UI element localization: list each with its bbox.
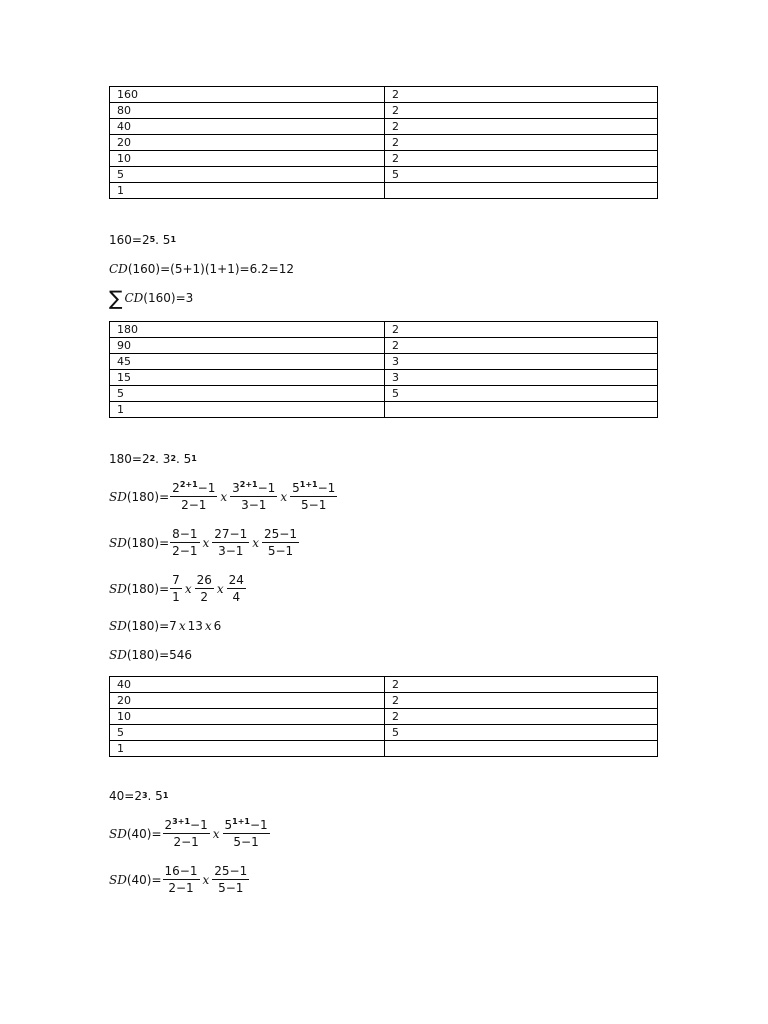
numerator: 8−1 — [172, 527, 198, 541]
table-row — [110, 119, 658, 135]
denominator: 5−1 — [301, 498, 327, 512]
eq-text: (40)= — [126, 826, 162, 841]
number-cell: 1 — [110, 741, 385, 757]
eq-text: (160)=3 — [143, 291, 194, 305]
divisor-cell: 3 — [385, 370, 658, 386]
table-row — [110, 402, 658, 418]
denominator: 5−1 — [267, 544, 294, 558]
function-name: SD — [109, 581, 127, 596]
table-row — [110, 151, 658, 167]
divisor-cell: 5 — [385, 386, 658, 402]
function-name: CD — [124, 291, 144, 305]
fraction — [170, 573, 182, 604]
factorization-160: 160=2 5 . 5 1 — [109, 233, 177, 247]
divisor-cell: 5 — [385, 167, 658, 183]
number-cell: 45 — [110, 354, 385, 370]
sum-divisors-40-step2 — [109, 864, 250, 895]
eq-text: . 5 — [176, 452, 192, 466]
times-symbol: x — [212, 826, 220, 841]
times-symbol: x — [280, 489, 288, 504]
number-cell: 20 — [110, 135, 385, 151]
table-row — [110, 183, 658, 199]
divisor-cell: 2 — [385, 135, 658, 151]
numerator: 24 — [228, 573, 244, 587]
times-symbol: x — [202, 535, 210, 550]
fraction — [212, 864, 249, 895]
divisor-cell: 2 — [385, 677, 658, 693]
function-name: CD — [109, 262, 128, 276]
number-cell: 90 — [110, 338, 385, 354]
exponent: 2+1 — [239, 480, 258, 489]
number-cell: 5 — [110, 167, 385, 183]
divisor-cell: 2 — [385, 119, 658, 135]
numerator: 7 — [172, 573, 180, 587]
fraction — [230, 481, 277, 512]
exponent: 3+1 — [172, 817, 191, 826]
denominator: 4 — [232, 590, 241, 604]
number-cell: 5 — [110, 386, 385, 402]
fraction — [195, 573, 214, 604]
numerator: 25−1 — [264, 527, 297, 541]
numerator-base: 2 — [172, 481, 180, 495]
eq-text: 40=2 — [109, 789, 142, 803]
function-name: SD — [109, 619, 127, 633]
times-symbol: x — [252, 535, 260, 550]
denominator: 2−1 — [172, 544, 198, 558]
table-row — [110, 709, 658, 725]
numerator: 27−1 — [214, 527, 248, 541]
denominator: 5−1 — [218, 881, 244, 895]
table-row — [110, 87, 658, 103]
numerator-tail: −1 — [317, 481, 336, 495]
fraction — [227, 573, 246, 604]
eq-text: (180)=7 — [126, 619, 177, 633]
numerator-base: 3 — [232, 481, 240, 495]
divisor-cell: 2 — [385, 338, 658, 354]
numerator-base: 5 — [224, 818, 233, 832]
numerator-base: 5 — [292, 481, 300, 495]
divisor-cell: 2 — [385, 103, 658, 119]
denominator: 2−1 — [181, 498, 207, 512]
factor-table-180 — [109, 321, 658, 418]
number-cell: 10 — [110, 709, 385, 725]
number-cell: 5 — [110, 725, 385, 741]
eq-text: . 5 — [155, 233, 171, 247]
divisor-cell: 3 — [385, 354, 658, 370]
divisor-cell: 2 — [385, 693, 658, 709]
function-name: SD — [109, 535, 127, 550]
numerator: 26 — [196, 573, 212, 587]
times-symbol: x — [204, 619, 212, 633]
denominator: 2 — [200, 590, 209, 604]
number-cell: 1 — [110, 402, 385, 418]
eq-text: 180=2 — [109, 452, 150, 466]
eq-text: (180)= — [126, 581, 170, 596]
divisor-count-160 — [109, 262, 294, 276]
exponent: 1+1 — [232, 817, 250, 826]
denominator: 3−1 — [218, 544, 244, 558]
table-row — [110, 167, 658, 183]
fraction — [163, 864, 200, 895]
factor-table-40 — [109, 676, 658, 757]
divisor-cell: 2 — [385, 87, 658, 103]
sum-divisors-180-step4 — [109, 619, 221, 633]
exponent: 2+1 — [179, 480, 198, 489]
sigma-symbol: ∑ — [109, 286, 123, 310]
numerator-tail: −1 — [257, 481, 276, 495]
denominator: 2−1 — [173, 835, 199, 849]
number-cell: 160 — [110, 87, 385, 103]
factor-table-160 — [109, 86, 658, 199]
function-name: SD — [109, 826, 127, 841]
factorization-40: 40=2 3 . 5 1 — [109, 789, 169, 803]
divisor-cell: 2 — [385, 322, 658, 338]
times-symbol: x — [178, 619, 186, 633]
eq-text: . 3 — [155, 452, 171, 466]
number-cell: 10 — [110, 151, 385, 167]
numerator-tail: −1 — [197, 481, 216, 495]
number-cell: 15 — [110, 370, 385, 386]
sum-divisors-180-result — [109, 648, 192, 662]
eq-text: (180)=546 — [126, 648, 193, 662]
table-row — [110, 677, 658, 693]
sum-divisors-40-step1 — [109, 818, 271, 849]
exponent: 1+1 — [299, 480, 318, 489]
divisor-cell: 2 — [385, 151, 658, 167]
number-cell: 80 — [110, 103, 385, 119]
times-symbol: x — [184, 581, 192, 596]
fraction — [170, 527, 199, 558]
table-row — [110, 322, 658, 338]
denominator: 3−1 — [241, 498, 267, 512]
eq-text: (180)= — [126, 489, 170, 504]
sum-divisors-180-step2 — [109, 527, 300, 558]
number-cell: 40 — [110, 677, 385, 693]
table-row — [110, 370, 658, 386]
times-symbol: x — [220, 489, 228, 504]
table-row — [110, 338, 658, 354]
eq-text: (160)=(5+1)(1+1)=6.2=12 — [127, 262, 294, 276]
table-row — [110, 693, 658, 709]
eq-text: (180)= — [126, 535, 170, 550]
number-cell: 180 — [110, 322, 385, 338]
number-cell: 20 — [110, 693, 385, 709]
fraction — [212, 527, 249, 558]
denominator: 2−1 — [168, 881, 194, 895]
times-symbol: x — [202, 872, 210, 887]
number-cell: 40 — [110, 119, 385, 135]
sum-divisors-180-step3 — [109, 573, 247, 604]
denominator: 5−1 — [233, 835, 259, 849]
table-row — [110, 354, 658, 370]
fraction — [290, 481, 337, 512]
fraction — [163, 818, 210, 849]
function-name: SD — [109, 489, 127, 504]
divisor-cell: 5 — [385, 725, 658, 741]
fraction — [223, 818, 270, 849]
times-symbol: x — [216, 581, 224, 596]
numerator-base: 2 — [164, 818, 173, 832]
eq-text: 6 — [213, 619, 222, 633]
divisor-cell — [385, 402, 658, 418]
eq-text: 13 — [187, 619, 203, 633]
table-row — [110, 103, 658, 119]
divisor-sum-160 — [109, 288, 193, 308]
table-row — [110, 135, 658, 151]
divisor-cell — [385, 183, 658, 199]
eq-text: . 5 — [147, 789, 163, 803]
denominator: 1 — [172, 590, 180, 604]
function-name: SD — [109, 872, 127, 887]
divisor-cell — [385, 741, 658, 757]
divisor-cell: 2 — [385, 709, 658, 725]
eq-text: (40)= — [126, 872, 162, 887]
sum-divisors-180-step1 — [109, 481, 338, 512]
fraction — [170, 481, 217, 512]
numerator: 25−1 — [214, 864, 248, 878]
number-cell: 1 — [110, 183, 385, 199]
numerator: 16−1 — [164, 864, 198, 878]
function-name: SD — [109, 648, 127, 662]
numerator-tail: −1 — [249, 818, 268, 832]
table-row — [110, 386, 658, 402]
fraction — [262, 527, 299, 558]
factorization-180: 180=2 2 . 3 2 . 5 1 — [109, 452, 197, 466]
table-row — [110, 741, 658, 757]
numerator-tail: −1 — [190, 818, 208, 832]
eq-text: 160=2 — [109, 233, 150, 247]
table-row — [110, 725, 658, 741]
